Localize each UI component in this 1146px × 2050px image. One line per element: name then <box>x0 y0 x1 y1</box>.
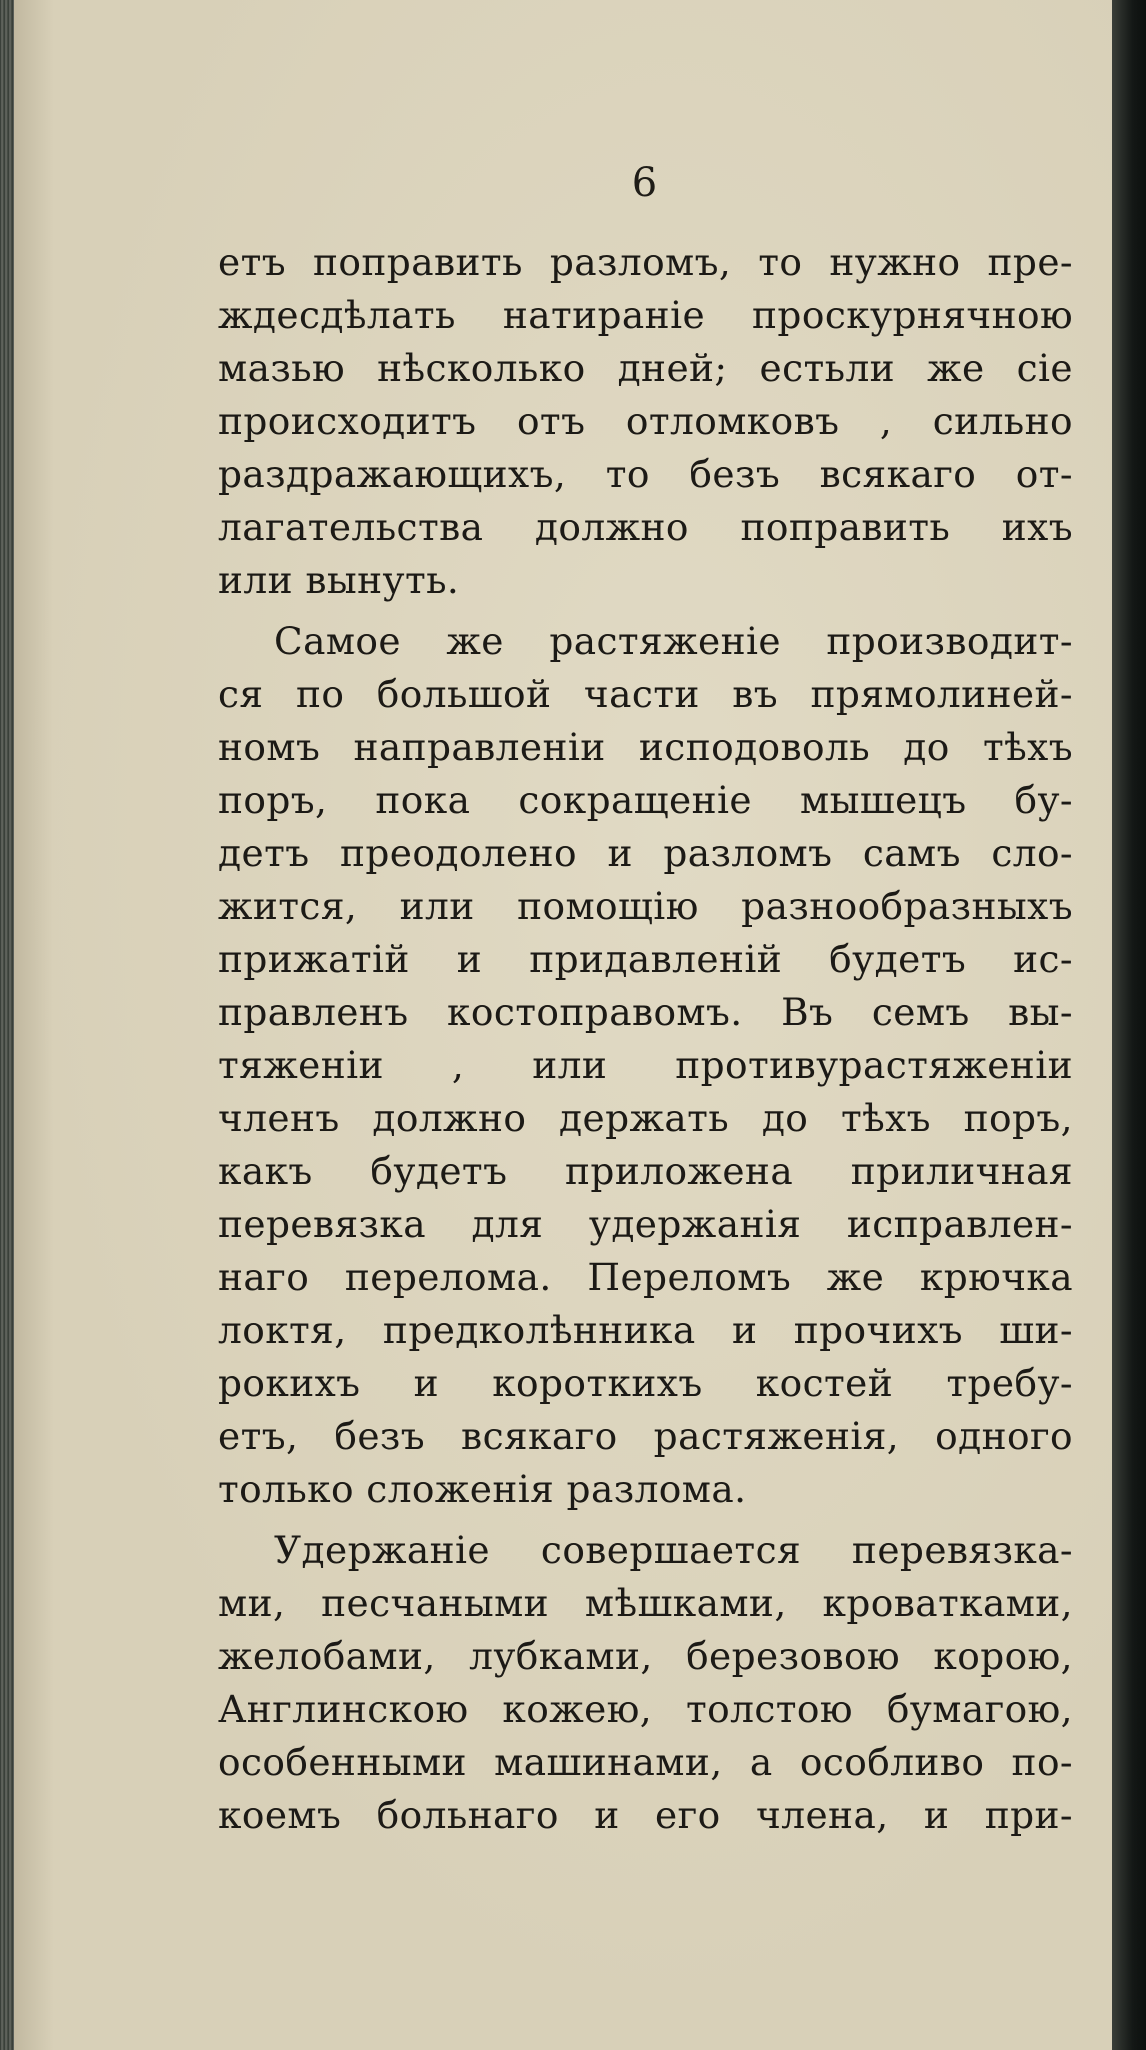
text-line: етъ поправить разломъ, то нужно пре- <box>218 240 1073 284</box>
text-line: поръ, пока сокращеніе мышецъ бу- <box>218 778 1073 822</box>
text-line: наго перелома. Переломъ же крючка <box>218 1255 1073 1299</box>
text-line: етъ, безъ всякаго растяженія, одного <box>218 1414 1073 1458</box>
text-line: желобами, лубками, березовою корою, <box>218 1634 1073 1678</box>
text-line: тяженіи , или противурастяженіи <box>218 1043 1073 1087</box>
paragraph-3 <box>218 1524 1073 1842</box>
text-line: коемъ больнаго и его члена, и при- <box>218 1793 1073 1837</box>
paragraph-2 <box>218 615 1073 1516</box>
text-line: особенными машинами, а особливо по- <box>218 1740 1073 1784</box>
text-line: членъ должно держать до тѣхъ поръ, <box>218 1096 1073 1140</box>
text-line: рокихъ и короткихъ костей требу- <box>218 1361 1073 1405</box>
text-line: Удержаніе совершается перевязка- <box>274 1528 1073 1572</box>
text-line: какъ будетъ приложена приличная <box>218 1149 1073 1193</box>
text-line: перевязка для удержанія исправлен- <box>218 1202 1073 1246</box>
text-line: мазью нѣсколько дней; естьли же сіе <box>218 346 1073 390</box>
text-line: раздражающихъ, то безъ всякаго от- <box>218 452 1073 496</box>
text-line: только сложенія разлома. <box>218 1467 747 1511</box>
text-line: лагательства должно поправить ихъ <box>218 505 1073 549</box>
text-line: ждесдѣлать натираніе проскурнячною <box>218 293 1073 337</box>
text-line: детъ преодолено и разломъ самъ сло- <box>218 831 1073 875</box>
page-text <box>218 236 1073 1842</box>
text-line: Самое же растяженіе производит- <box>274 619 1073 663</box>
text-line: локтя, предколѣнника и прочихъ ши- <box>218 1308 1073 1352</box>
text-line: прижатій и придавленій будетъ ис- <box>218 937 1073 981</box>
text-line: Англинскою кожею, толстою бумагою, <box>218 1687 1073 1731</box>
text-line: номъ направленіи исподоволь до тѣхъ <box>218 725 1073 769</box>
page-number: 6 <box>631 160 659 206</box>
text-line: ми, песчаными мѣшками, кроватками, <box>218 1581 1073 1625</box>
book-spine-edge <box>0 0 14 2050</box>
text-line: ся по большой части въ прямолиней- <box>218 672 1073 716</box>
paragraph-1 <box>218 236 1073 607</box>
text-line: или вынуть. <box>218 558 460 602</box>
text-line: жится, или помощію разнообразныхъ <box>218 884 1073 928</box>
text-line: правленъ костоправомъ. Въ семъ вы- <box>218 990 1073 1034</box>
book-gutter-shadow <box>1112 0 1146 2050</box>
text-line: происходитъ отъ отломковъ , сильно <box>218 399 1073 443</box>
